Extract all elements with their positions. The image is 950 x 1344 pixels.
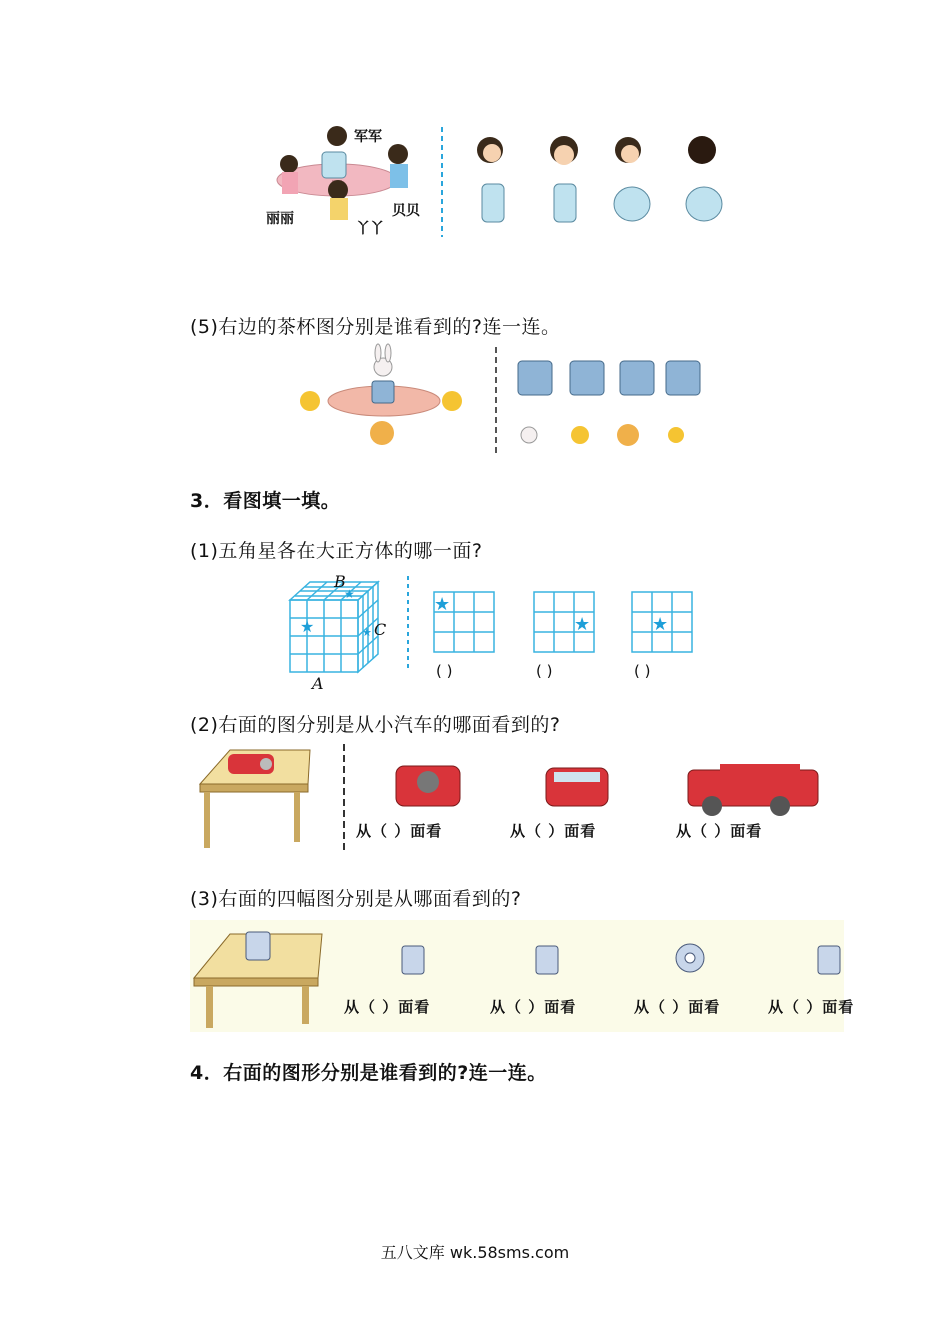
cube-label-b: B [334, 572, 346, 591]
star-icon: ★ [362, 626, 372, 639]
question-3-heading: 3．看图填一填。 [190, 490, 341, 512]
cube-figure [286, 572, 706, 694]
star-icon: ★ [574, 614, 591, 635]
blank-cup-view-3[interactable]: 从（ ）面看 [634, 998, 721, 1016]
question-4-heading: 4．右面的图形分别是谁看到的?连一连。 [190, 1062, 547, 1084]
label-beibei: 贝贝 [392, 203, 420, 219]
question-3-1-text: (1)五角星各在大正方体的哪一面? [190, 540, 483, 562]
blank-car-view-2[interactable]: 从（ ）面看 [510, 822, 597, 840]
question-3-3-text: (3)右面的四幅图分别是从哪面看到的? [190, 888, 522, 910]
blank-face-2[interactable]: ( ) [536, 662, 553, 680]
cube-label-c: C [374, 620, 387, 639]
blank-cup-view-2[interactable]: 从（ ）面看 [490, 998, 577, 1016]
cup-table-figure [190, 920, 855, 1032]
blank-car-view-1[interactable]: 从（ ）面看 [356, 822, 443, 840]
star-icon: ★ [434, 594, 451, 615]
blank-cup-view-4[interactable]: 从（ ）面看 [768, 998, 855, 1016]
car-figure [190, 744, 830, 852]
star-icon: ★ [652, 614, 669, 635]
cup-figure [294, 345, 714, 457]
teapot-figure [262, 122, 742, 242]
round-table-scene [262, 122, 742, 242]
page-footer: 五八文库 wk.58sms.com [380, 1243, 570, 1262]
star-icon: ★ [344, 587, 355, 601]
label-yaya: 丫丫 [356, 221, 384, 237]
label-lili: 丽丽 [266, 211, 294, 227]
question-3-2-text: (2)右面的图分别是从小汽车的哪面看到的? [190, 714, 561, 736]
blank-face-3[interactable]: ( ) [634, 662, 651, 680]
label-junjun: 军军 [354, 129, 382, 145]
cube-label-a: A [312, 674, 324, 693]
question-5-text: (5)右边的茶杯图分别是谁看到的?连一连。 [190, 316, 561, 338]
blank-cup-view-1[interactable]: 从（ ）面看 [344, 998, 431, 1016]
star-icon: ★ [300, 617, 315, 636]
cup-scene [294, 345, 714, 457]
blank-car-view-3[interactable]: 从（ ）面看 [676, 822, 763, 840]
blank-face-1[interactable]: ( ) [436, 662, 453, 680]
